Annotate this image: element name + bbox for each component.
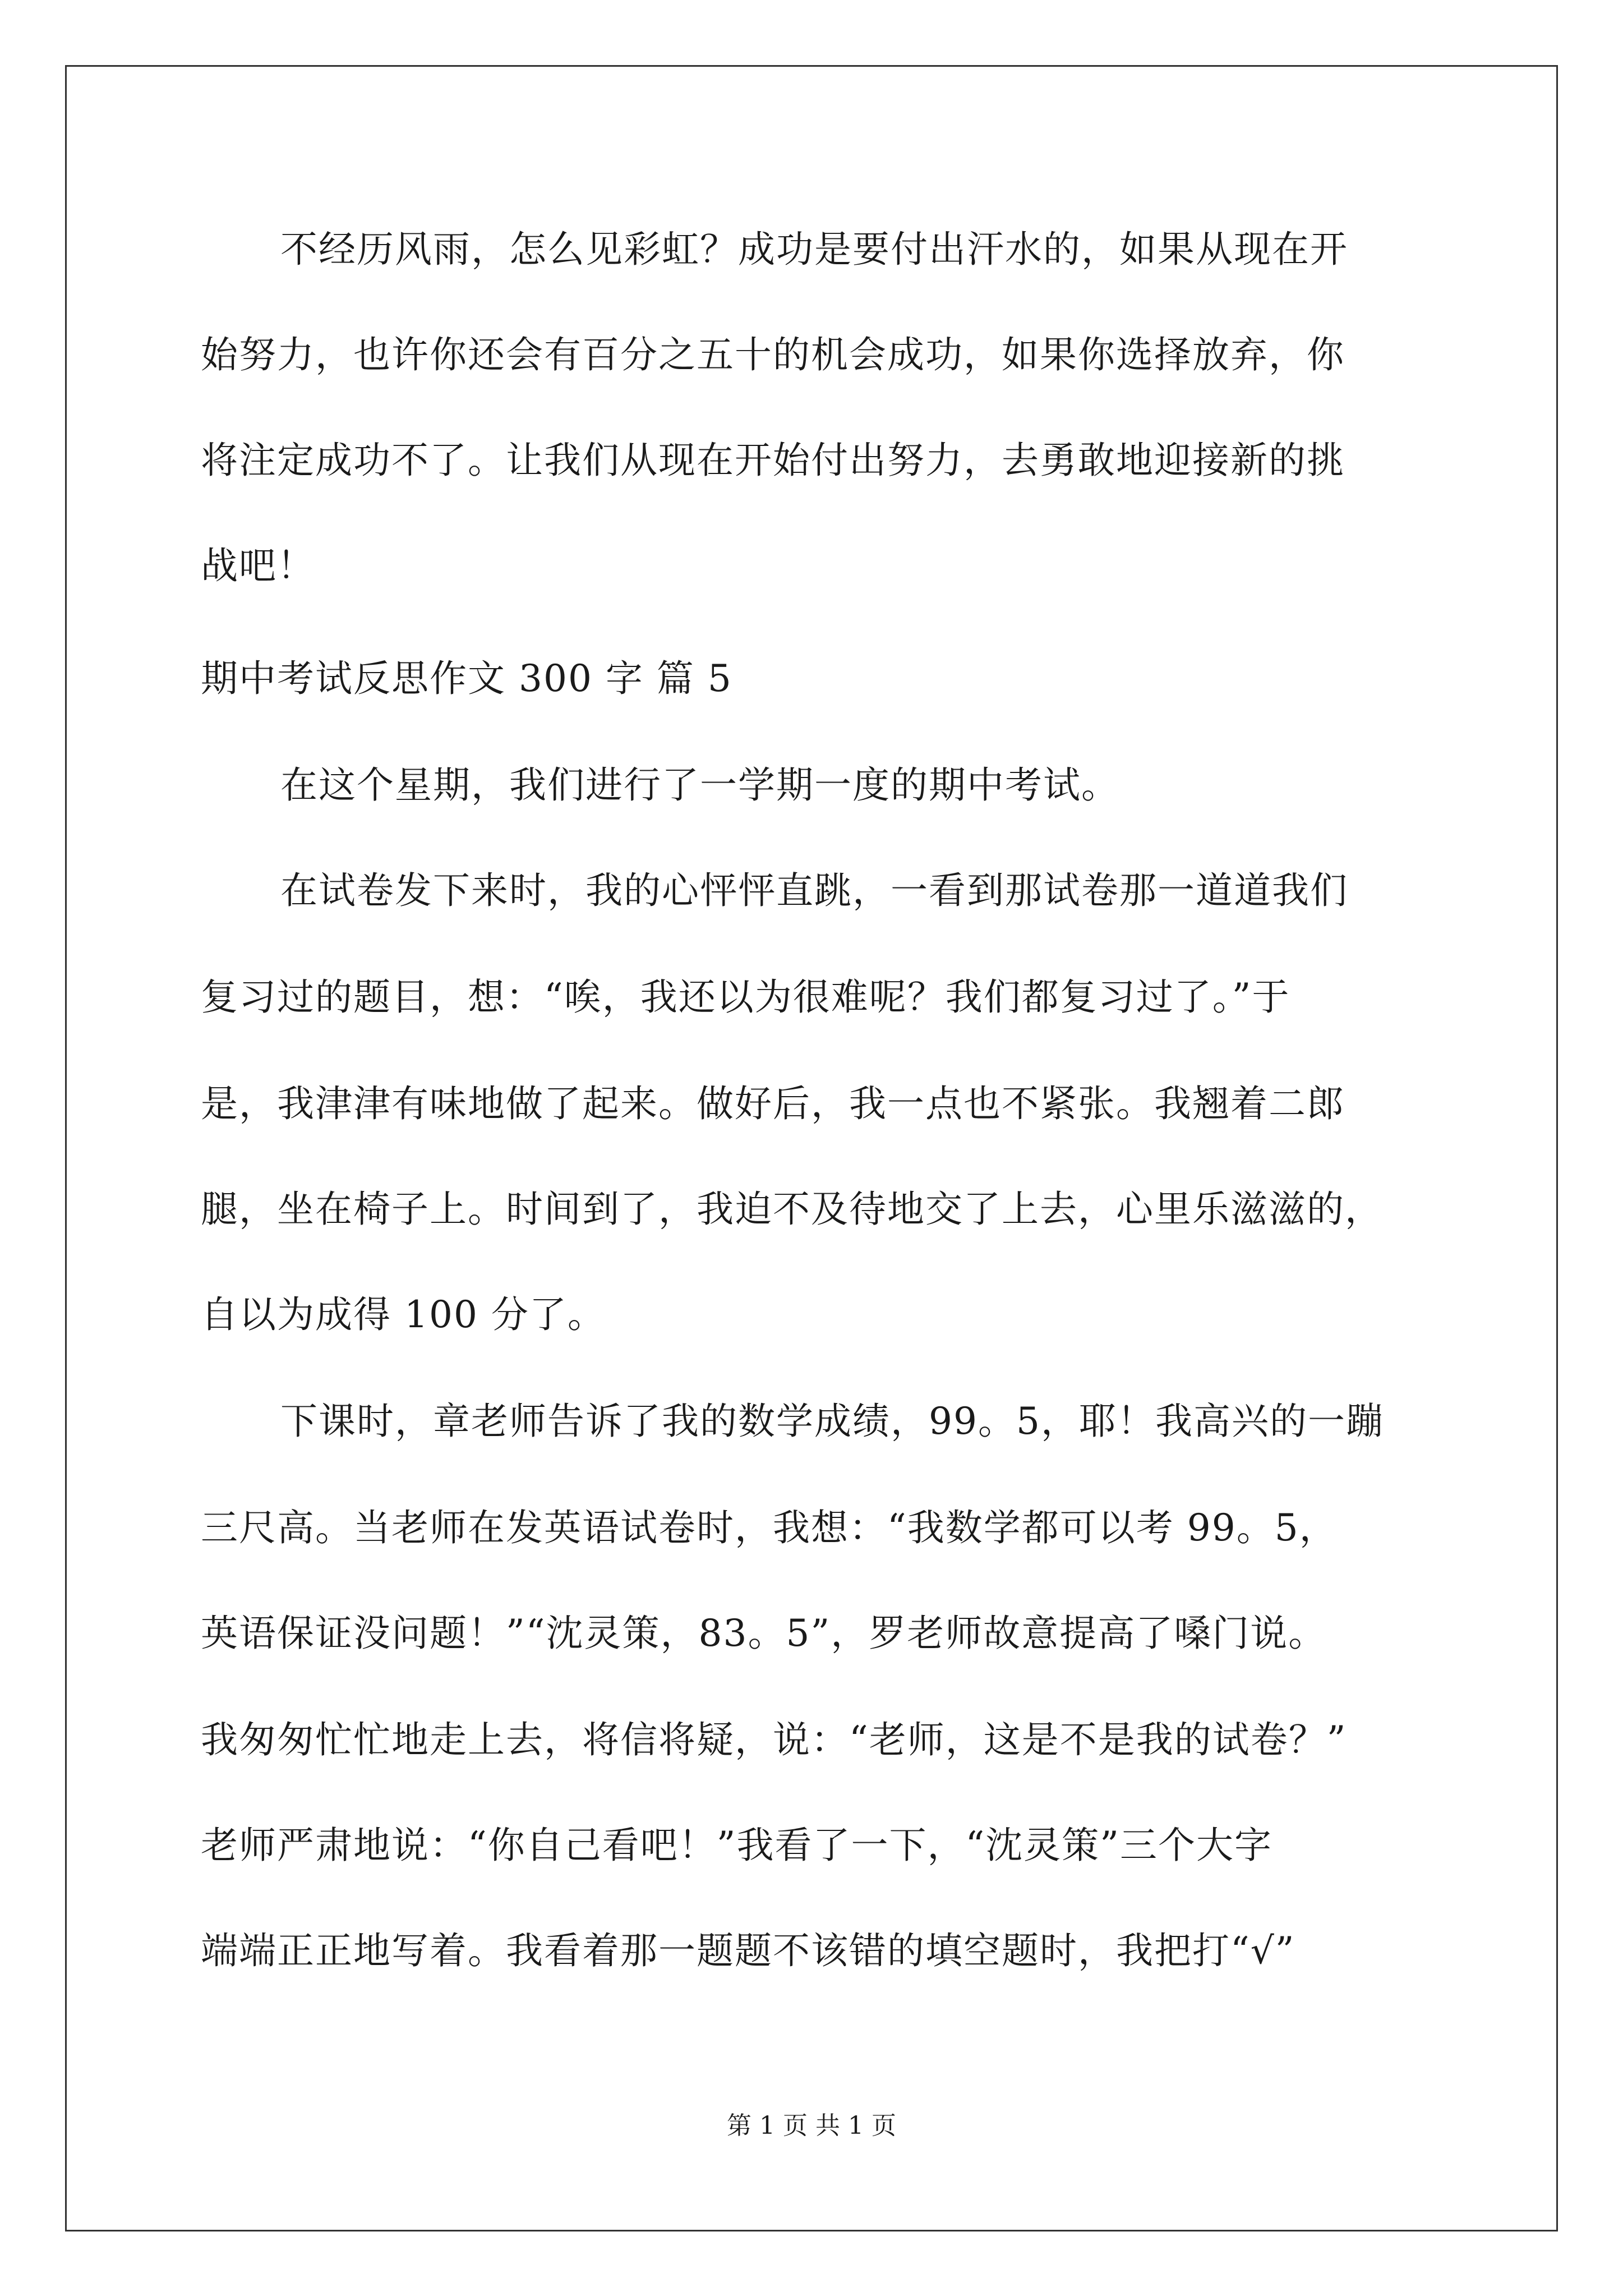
body-line: 是，我津津有味地做了起来。做好后，我一点也不紧张。我翘着二郎 — [201, 1082, 1345, 1125]
section-heading: 期中考试反思作文 300 字 篇 5 — [201, 657, 732, 700]
body-line: 我匆匆忙忙地走上去，将信将疑，说：“老师，这是不是我的试卷？” — [201, 1718, 1347, 1761]
body-line: 始努力，也许你还会有百分之五十的机会成功，如果你选择放弃，你 — [201, 333, 1345, 376]
page-border — [65, 65, 1558, 2231]
body-line: 不经历风雨，怎么见彩虹？成功是要付出汗水的，如果从现在开 — [280, 228, 1348, 271]
body-line: 复习过的题目，想：“唉，我还以为很难呢？我们都复习过了。”于 — [201, 976, 1290, 1019]
body-line: 老师严肃地说：“你自己看吧！”我看了一下，“沈灵策”三个大字 — [201, 1824, 1272, 1867]
body-line: 战吧！ — [201, 544, 315, 587]
body-line: 下课时，章老师告诉了我的数学成绩，99。5，耶！我高兴的一蹦 — [280, 1400, 1384, 1443]
body-line: 端端正正地写着。我看着那一题题不该错的填空题时，我把打“√” — [201, 1929, 1295, 1972]
body-line: 将注定成功不了。让我们从现在开始付出努力，去勇敢地迎接新的挑 — [201, 439, 1345, 482]
body-line: 自以为成得 100 分了。 — [201, 1293, 606, 1336]
body-line: 在试卷发下来时，我的心怦怦直跳，一看到那试卷那一道道我们 — [280, 869, 1348, 912]
body-line: 三尺高。当老师在发英语试卷时，我想：“我数学都可以考 99。5， — [201, 1506, 1338, 1549]
body-line: 在这个星期，我们进行了一学期一度的期中考试。 — [280, 763, 1119, 807]
body-line: 英语保证没问题！”“沈灵策，83。5”，罗老师故意提高了嗓门说。 — [201, 1612, 1327, 1655]
page-footer: 第 1 页 共 1 页 — [727, 2111, 896, 2140]
body-line: 腿，坐在椅子上。时间到了，我迫不及待地交了上去，心里乐滋滋的， — [201, 1188, 1383, 1231]
